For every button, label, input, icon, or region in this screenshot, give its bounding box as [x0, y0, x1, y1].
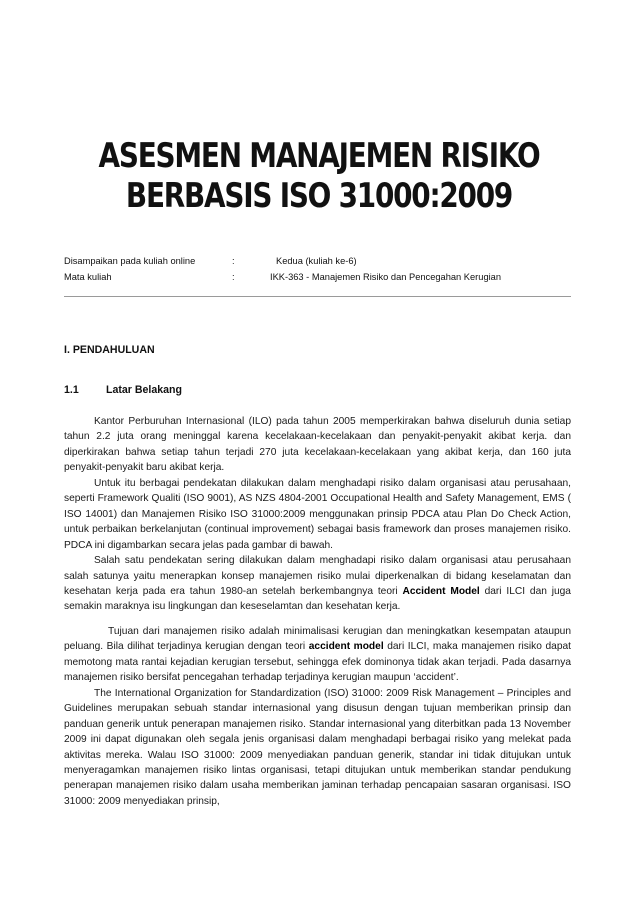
paragraph-3-text-b: dari ILCI dan juga semakin maraknya isu lingkungan dan keseselamtan dan kesehatan kerja.	[64, 585, 571, 613]
paragraph-5: The International Organization for Standardization (ISO) 31000: 2009 Risk Management – Principles and Guidelines merupakan sebuah standar internasional yang disusun dengan tujuan memberikan prinsip dan panduan generik untuk penerapan manajemen risiko. Standar internasional yang diterbitkan pada 13 November 2009 ini dapat digunakan oleh segala jenis organisasi dalam menghadapi berbagai risiko yang melekat pada aktivitas mereka. Walau ISO 31000: 2009 menyediakan panduan generik, standar ini tidak ditujukan untuk menyeragamkan manajemen risiko lintas organisasi, tetapi ditujukan untuk memberikan standar pendukung penerapan manajemen risiko dalam usaha memberikan jaminan terhadap pencapaian sasaran organisasi. ISO 31000: 2009 menyediakan prinsip,	[64, 687, 571, 807]
meta-value: IKK-363 - Manajemen Risiko dan Pencegahan Kerugian	[270, 272, 502, 282]
meta-label: Disampaikan pada kuliah online	[64, 256, 196, 266]
meta-label: Mata kuliah	[64, 272, 112, 282]
subsection-number: 1.1	[64, 384, 79, 396]
meta-colon: :	[232, 272, 235, 282]
horizontal-divider	[64, 296, 571, 297]
meta-row-course	[64, 272, 584, 286]
paragraph-3-bold: Accident Model	[402, 585, 480, 597]
paragraph-4-text-a: Tujuan dari manajemen risiko adalah minimalisasi kerugian dan meningkatkan kesempatan ataupun peluang. Bila dilihat terjadinya kerugian dengan teori	[64, 625, 571, 653]
meta-row-delivery	[64, 256, 584, 270]
paragraph-1: Kantor Perburuhan Internasional (ILO) pada tahun 2005 memperkirakan bahwa diseluruh dunia setiap tahun 2.2 juta orang meninggal karena kecelakaan-kecelakaan dan penyakit-penyakit akibat kerja. dan diperkirakan bahwa setiap tahun terjadi 270 juta kecelakaan-kecelakaan yang akibat kerja, dan 160 juta penyakit-penyakit baru akibat kerja.	[64, 416, 571, 474]
document-title-line-2: BERBASIS ISO 31000:2009	[125, 176, 513, 216]
paragraph-3-text-a: Salah satu pendekatan sering dilakukan dalam menghadapi risiko dalam organisasi atau perusahaan salah satunya yaitu menerapkan konsep manajemen risiko mulai diperkenalkan di bidang keselamatan dan kesehatan kerja pada era tahun 1980-an setelah berkembangnya teori	[64, 555, 571, 597]
paragraph-4	[64, 624, 571, 686]
paragraph-2: Untuk itu berbagai pendekatan dilakukan dalam menghadapi risiko dalam organisasi atau perusahaan, seperti Framework Qualiti (ISO 9001), AS NZS 4804-2001 Occupational Health and Safety Management, EMS ( ISO 14001) dan Manajemen Risiko ISO 31000:2009 menggunakan prinsip PDCA atau Plan Do Check Action, untuk perbaikan berkelanjutan (continual improvement) sebagai basis framework dan proses manajemen risiko. PDCA ini digambarkan secara jelas pada gambar di bawah.	[64, 477, 571, 551]
paragraph-3	[64, 553, 571, 615]
meta-value: Kedua (kuliah ke-6)	[276, 256, 357, 266]
document-title-line-1: ASESMEN MANAJEMEN RISIKO	[98, 136, 540, 176]
subsection-title: Latar Belakang	[106, 384, 182, 396]
body-text	[64, 414, 571, 809]
paragraph-4-text-b: dari ILCI, maka manajemen risiko dapat memotong mata rantai kejadian kerugian tersebut, sehingga efek dominonya tidak akan terjadi. Pada dasarnya manajemen risiko bersifat pencegahan terhadap terjadinya kerugian maupun ‘accident’.	[64, 641, 571, 684]
section-heading: I. PENDAHULUAN	[64, 344, 155, 356]
paragraph-4-bold: accident model	[308, 641, 384, 653]
meta-colon: :	[232, 256, 235, 266]
